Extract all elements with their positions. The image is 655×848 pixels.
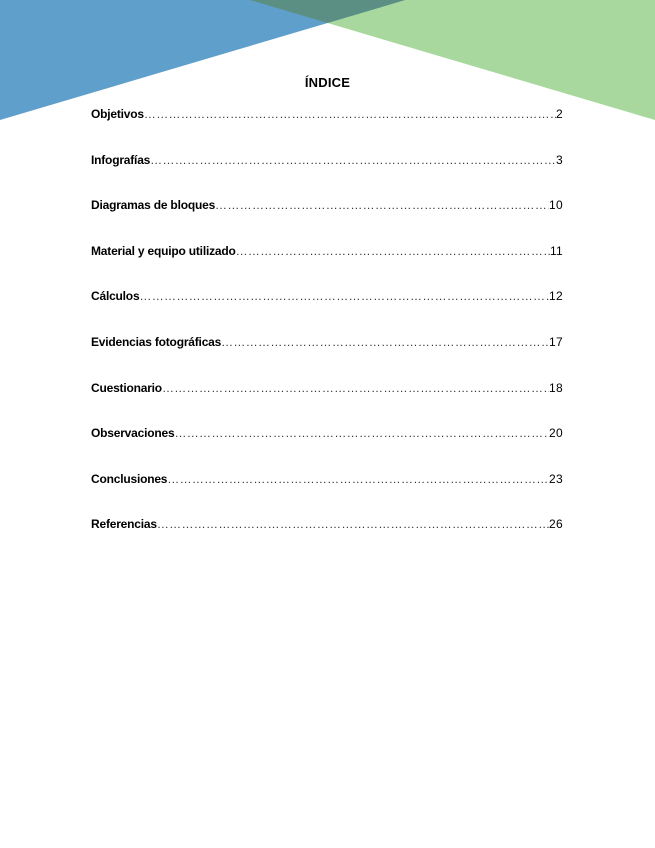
toc-dot-leader <box>157 517 549 531</box>
toc-entry[interactable] <box>91 153 563 199</box>
toc-entry[interactable] <box>91 335 563 381</box>
toc-dot-leader <box>221 335 549 349</box>
toc-entry-label: Infografías <box>91 152 151 167</box>
toc-entry-label: Evidencias fotográficas <box>91 334 222 349</box>
toc-entry[interactable] <box>91 244 563 290</box>
page-title: ÍNDICE <box>304 75 351 90</box>
toc-entry-label: Observaciones <box>91 426 175 441</box>
toc-entry-page: 20 <box>549 426 563 441</box>
toc-entry-page: 26 <box>549 517 563 532</box>
toc-entry[interactable] <box>91 517 563 563</box>
toc-entry-page: 11 <box>549 243 563 258</box>
toc-entry-page: 17 <box>549 334 563 349</box>
toc-dot-leader <box>139 289 549 303</box>
toc-dot-leader <box>236 244 550 258</box>
toc-entry[interactable] <box>91 381 563 427</box>
toc-entry-page: 12 <box>549 289 563 304</box>
toc-entry-page: 2 <box>556 107 563 121</box>
toc-dot-leader <box>167 472 549 486</box>
toc-dot-leader <box>215 198 549 212</box>
table-of-contents <box>91 107 563 563</box>
toc-entry-label: Conclusiones <box>91 471 168 486</box>
toc-entry[interactable] <box>91 107 563 153</box>
toc-entry-label: Cálculos <box>91 289 140 304</box>
toc-entry-label: Referencias <box>91 517 157 532</box>
toc-entry[interactable] <box>91 289 563 335</box>
toc-entry-page: 18 <box>549 380 563 395</box>
toc-entry[interactable] <box>91 472 563 518</box>
toc-entry-page: 23 <box>549 471 563 486</box>
toc-dot-leader <box>150 153 556 167</box>
toc-entry-label: Objetivos <box>91 107 144 121</box>
toc-dot-leader <box>144 107 556 121</box>
toc-entry-label: Cuestionario <box>91 380 162 395</box>
toc-entry-label: Diagramas de bloques <box>91 198 216 213</box>
toc-entry[interactable] <box>91 426 563 472</box>
toc-dot-leader <box>174 426 549 440</box>
toc-dot-leader <box>162 381 549 395</box>
toc-entry-label: Material y equipo utilizado <box>91 243 236 258</box>
toc-entry-page: 10 <box>549 198 563 213</box>
toc-entry[interactable] <box>91 198 563 244</box>
toc-entry-page: 3 <box>556 152 563 167</box>
